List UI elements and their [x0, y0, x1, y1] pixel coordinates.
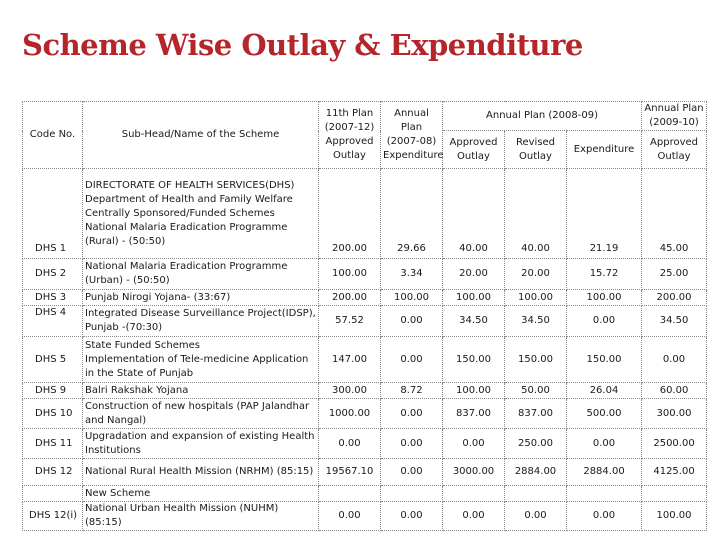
- value-cell: 3000.00: [443, 459, 505, 486]
- row-name-text: Implementation of Tele-medicine Application in the State of Punjab: [85, 353, 309, 379]
- value-cell: 40.00: [443, 169, 505, 259]
- ap0910-group-header: Annual Plan (2009-10): [642, 102, 707, 131]
- value-cell: 57.52: [319, 306, 381, 337]
- row-code: DHS 11: [23, 429, 83, 459]
- table-row: [23, 459, 707, 486]
- value-cell: 40.00: [505, 169, 567, 259]
- ap0809-approved-header: Approved Outlay: [443, 131, 505, 169]
- table-row: [23, 502, 707, 531]
- row-code: DHS 1: [23, 169, 83, 259]
- value-cell: 837.00: [505, 399, 567, 429]
- row-code: DHS 12: [23, 459, 83, 486]
- section-head: State Funded Schemes: [85, 339, 200, 351]
- section-head: DIRECTORATE OF HEALTH SERVICES(DHS): [85, 179, 295, 191]
- value-cell: 0.00: [443, 429, 505, 459]
- value-cell: 2884.00: [505, 459, 567, 486]
- ap0708-header-bottom: Expenditure: [383, 150, 444, 161]
- table-row: [23, 399, 707, 429]
- value-cell: 0.00: [319, 502, 381, 531]
- value-cell: 837.00: [443, 399, 505, 429]
- section-head: Department of Health and Family Welfare: [85, 193, 293, 205]
- ap0910-approved-header: Approved Outlay: [642, 131, 707, 169]
- value-cell: 0.00: [642, 337, 707, 383]
- table-row: [23, 290, 707, 306]
- plan11-header-top: 11th Plan: [325, 108, 374, 119]
- section-row: [23, 486, 707, 502]
- row-code: DHS 10: [23, 399, 83, 429]
- empty-cell: [319, 486, 381, 502]
- code-header: Code No.: [23, 102, 83, 169]
- value-cell: 100.00: [505, 290, 567, 306]
- table-row: [23, 169, 707, 259]
- table-row: [23, 383, 707, 399]
- header-row: [23, 102, 707, 131]
- row-code: DHS 4: [23, 306, 83, 337]
- value-cell: 100.00: [443, 290, 505, 306]
- row-name: Balri Rakshak Yojana: [83, 383, 319, 399]
- value-cell: 45.00: [642, 169, 707, 259]
- ap0809-revised-header: Revised Outlay: [505, 131, 567, 169]
- value-cell: 0.00: [567, 306, 642, 337]
- value-cell: 4125.00: [642, 459, 707, 486]
- plan11-header-bottom: Approved Outlay: [325, 136, 374, 161]
- value-cell: 26.04: [567, 383, 642, 399]
- row-name: National Urban Health Mission (NUHM) (85:15): [83, 502, 319, 531]
- value-cell: 29.66: [381, 169, 443, 259]
- value-cell: 150.00: [505, 337, 567, 383]
- table-row: [23, 259, 707, 290]
- value-cell: 0.00: [381, 399, 443, 429]
- outlay-table: [22, 101, 707, 531]
- plan11-header: [319, 102, 381, 169]
- row-name: Upgradation and expansion of existing Health Institutions: [83, 429, 319, 459]
- table-row: [23, 337, 707, 383]
- row-name: National Malaria Eradication Programme (Urban) - (50:50): [83, 259, 319, 290]
- value-cell: 100.00: [319, 259, 381, 290]
- ap0708-header-years: (2007-08): [386, 136, 437, 147]
- value-cell: 150.00: [567, 337, 642, 383]
- empty-cell: [23, 486, 83, 502]
- value-cell: 0.00: [381, 459, 443, 486]
- value-cell: 500.00: [567, 399, 642, 429]
- row-name: Construction of new hospitals (PAP Jalandhar and Nangal): [83, 399, 319, 429]
- value-cell: 250.00: [505, 429, 567, 459]
- value-cell: 147.00: [319, 337, 381, 383]
- section-head: Centrally Sponsored/Funded Schemes: [85, 207, 275, 219]
- ap0809-expenditure-header: Expenditure: [567, 131, 642, 169]
- row-name: [83, 169, 319, 259]
- empty-cell: [443, 486, 505, 502]
- row-code: DHS 12(i): [23, 502, 83, 531]
- value-cell: 21.19: [567, 169, 642, 259]
- value-cell: 100.00: [642, 502, 707, 531]
- value-cell: 300.00: [319, 383, 381, 399]
- row-code: DHS 9: [23, 383, 83, 399]
- value-cell: 8.72: [381, 383, 443, 399]
- ap0708-header: [381, 102, 443, 169]
- value-cell: 25.00: [642, 259, 707, 290]
- value-cell: 3.34: [381, 259, 443, 290]
- row-code: DHS 5: [23, 337, 83, 383]
- row-name: [83, 337, 319, 383]
- value-cell: 300.00: [642, 399, 707, 429]
- ap0708-header-top: Annual Plan: [394, 108, 429, 133]
- value-cell: 200.00: [319, 169, 381, 259]
- value-cell: 0.00: [381, 429, 443, 459]
- row-code: DHS 2: [23, 259, 83, 290]
- empty-cell: [505, 486, 567, 502]
- page-title: Scheme Wise Outlay & Expenditure: [22, 28, 583, 62]
- value-cell: 200.00: [642, 290, 707, 306]
- row-name-text: National Malaria Eradication Programme (Rural) - (50:50): [85, 221, 288, 247]
- value-cell: 0.00: [505, 502, 567, 531]
- ap0809-group-header: Annual Plan (2008-09): [443, 102, 642, 131]
- value-cell: 100.00: [567, 290, 642, 306]
- table-row: [23, 306, 707, 337]
- value-cell: 0.00: [381, 306, 443, 337]
- value-cell: 15.72: [567, 259, 642, 290]
- value-cell: 200.00: [319, 290, 381, 306]
- value-cell: 19567.10: [319, 459, 381, 486]
- value-cell: 2500.00: [642, 429, 707, 459]
- value-cell: 0.00: [381, 337, 443, 383]
- empty-cell: [567, 486, 642, 502]
- table-row: [23, 429, 707, 459]
- value-cell: 34.50: [443, 306, 505, 337]
- section-head: New Scheme: [83, 486, 319, 502]
- empty-cell: [642, 486, 707, 502]
- value-cell: 150.00: [443, 337, 505, 383]
- value-cell: 34.50: [642, 306, 707, 337]
- empty-cell: [381, 486, 443, 502]
- value-cell: 0.00: [381, 502, 443, 531]
- value-cell: 2884.00: [567, 459, 642, 486]
- row-name: National Rural Health Mission (NRHM) (85:15): [83, 459, 319, 486]
- value-cell: 0.00: [567, 502, 642, 531]
- value-cell: 100.00: [443, 383, 505, 399]
- value-cell: 20.00: [505, 259, 567, 290]
- plan11-header-years: (2007-12): [324, 122, 375, 133]
- value-cell: 0.00: [567, 429, 642, 459]
- value-cell: 20.00: [443, 259, 505, 290]
- value-cell: 60.00: [642, 383, 707, 399]
- value-cell: 1000.00: [319, 399, 381, 429]
- scheme-name-header: Sub-Head/Name of the Scheme: [83, 102, 319, 169]
- row-name: Punjab Nirogi Yojana- (33:67): [83, 290, 319, 306]
- value-cell: 0.00: [319, 429, 381, 459]
- value-cell: 34.50: [505, 306, 567, 337]
- row-name: Integrated Disease Surveillance Project(IDSP), Punjab -(70:30): [83, 306, 319, 337]
- value-cell: 100.00: [381, 290, 443, 306]
- row-code: DHS 3: [23, 290, 83, 306]
- value-cell: 50.00: [505, 383, 567, 399]
- value-cell: 0.00: [443, 502, 505, 531]
